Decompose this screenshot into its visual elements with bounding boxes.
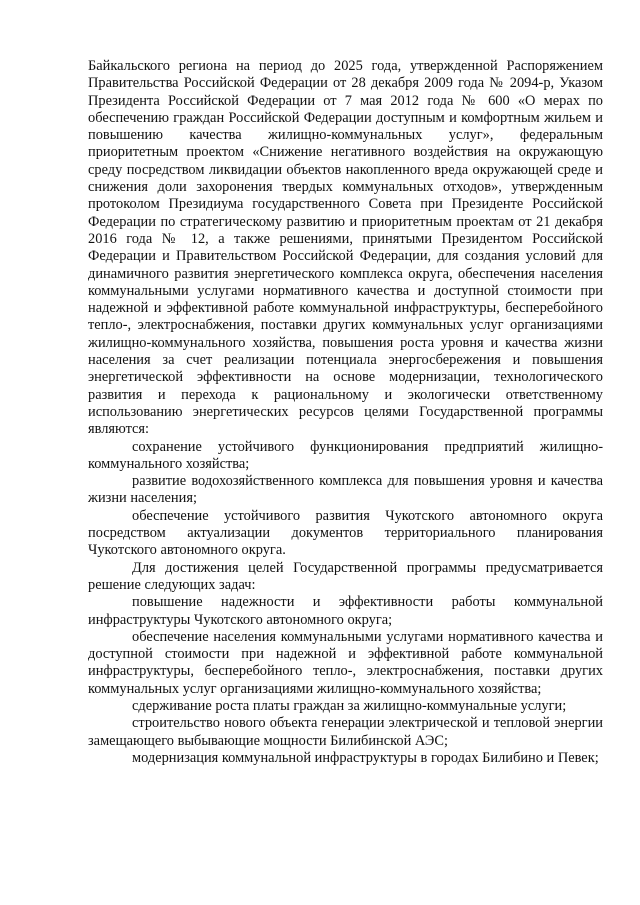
goal-item: развитие водохозяйственного комплекса для повышения уровня и качества жизни населения; (88, 473, 603, 507)
document-page (88, 58, 603, 767)
body-paragraph: Байкальского региона на период до 2025 года, утвержденной Распоряжением Правительства Российской Федерации от 28 декабря 2009 года № 2094-р, Указом Президента Российской Федерации от 7 мая 2012 года № 600 «О мерах по обеспечению граждан Российской Федерации доступным и комфортным жильем и повышению качества жилищно-коммунальных услуг», федеральным приоритетным проектом «Снижение негативного воздействия на окружающую среду посредством ликвидации объектов накопленного вреда окружающей среде и снижения доли захоронения твердых коммунальных отходов», утвержденным протоколом Президиума государственного Совета при Президенте Российской Федерации по стратегическому развитию и приоритетным проектам от 21 декабря 2016 года № 12, а также решениями, принятыми Президентом Российской Федерации и Правительством Российской Федерации, для создания условий для динамичного развития энергетического комплекса округа, обеспечения населения коммунальными услугами нормативного качества и доступной стоимости при надежной и эффективной работе коммунальной инфраструктуры, бесперебойного тепло-, электроснабжения, поставки других коммунальных услуг организациями жилищно-коммунального хозяйства, повышения роста уровня и качества жизни населения за счет реализации потенциала энергосбережения и повышения энергетической эффективности на основе модернизации, технологического развития и перехода к рациональному и экологически ответственному использованию энергетических ресурсов целями Государственной программы являются: (88, 58, 603, 438)
task-item: обеспечение населения коммунальными услугами нормативного качества и доступной стоимости при надежной и эффективной работе коммунальной инфраструктуры, бесперебойного тепло-, электроснабжения, поставки других коммунальных услуг организациями жилищно-коммунального хозяйства; (88, 628, 603, 697)
goal-item: сохранение устойчивого функционирования предприятий жилищно-коммунального хозяйства; (88, 438, 603, 472)
task-item: строительство нового объекта генерации электрической и тепловой энергии замещающего выбывающие мощности Билибинской АЭС; (88, 715, 603, 749)
task-item: сдерживание роста платы граждан за жилищно-коммунальные услуги; (132, 697, 567, 714)
tasks-intro-paragraph: Для достижения целей Государственной программы предусматривается решение следующих задач: (88, 559, 603, 593)
task-item: повышение надежности и эффективности работы коммунальной инфраструктуры Чукотского автономного округа; (88, 594, 603, 628)
goal-item: обеспечение устойчивого развития Чукотского автономного округа посредством актуализации документов территориального планирования Чукотского автономного округа. (88, 507, 603, 559)
task-item: модернизация коммунальной инфраструктуры в городах Билибино и Певек; (132, 749, 599, 766)
